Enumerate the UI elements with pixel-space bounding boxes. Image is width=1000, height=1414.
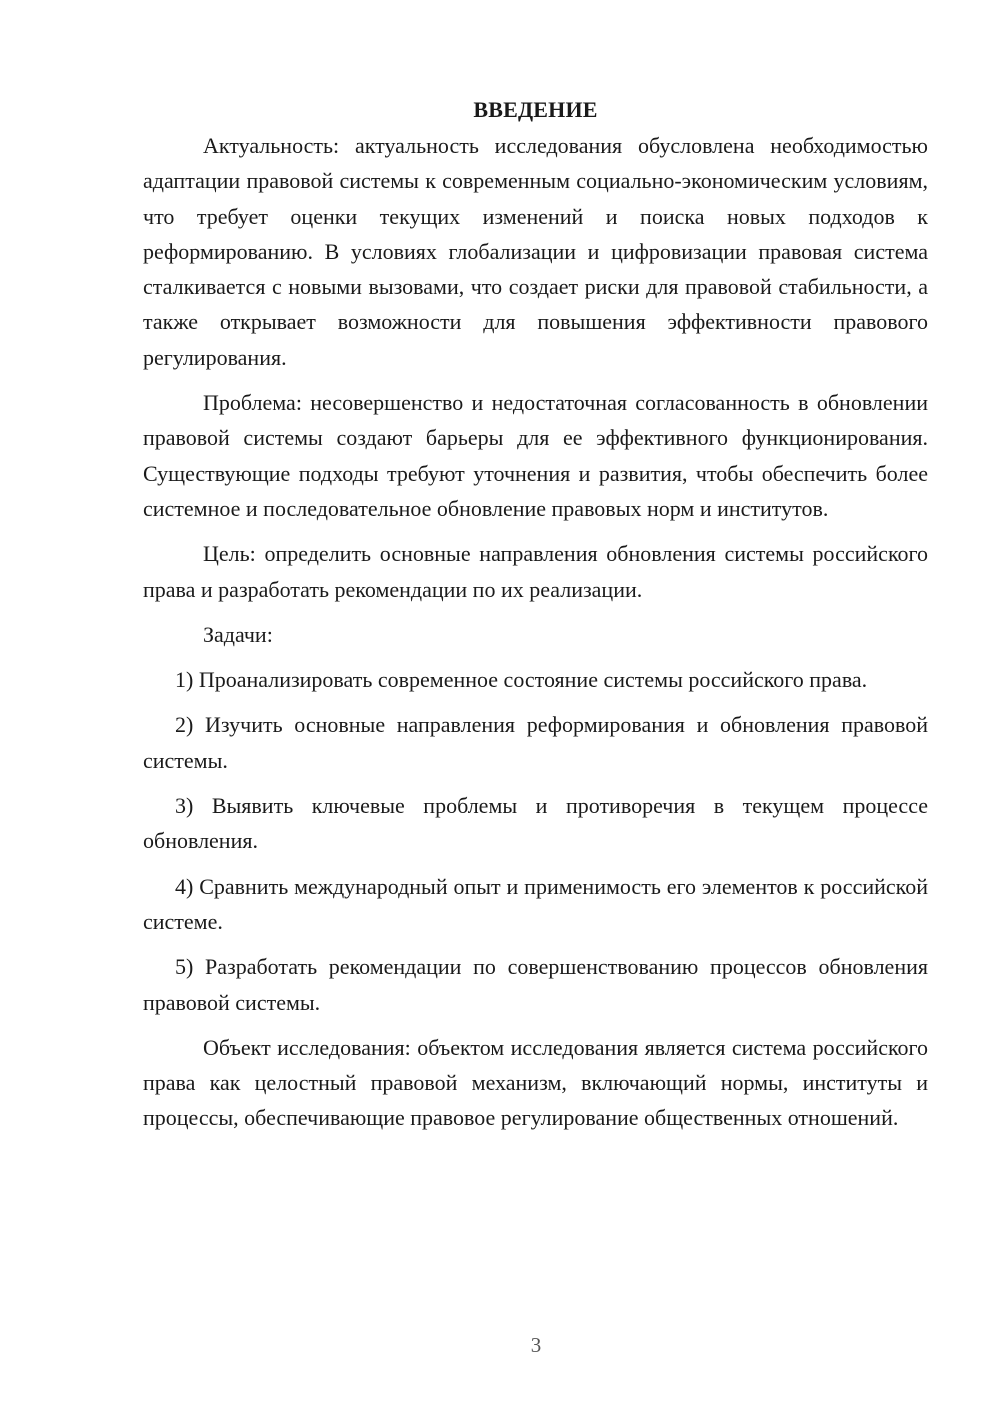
task-item: 2) Изучить основные направления реформирования и обновления правовой системы. bbox=[143, 712, 928, 773]
task-list bbox=[143, 662, 928, 1020]
tasks-label: Задачи: bbox=[203, 621, 273, 647]
relevance-paragraph: Актуальность: актуальность исследования обусловлена необходимостью адаптации правовой системы к современным социально-экономическим условиям, что требует оценки текущих изменений и поиска новых подходов к реформированию. В условиях глобализации и цифровизации правовая система сталкивается с новыми вызовами, что создает риски для правовой стабильности, а также открывает возможности для повышения эффективности правового регулирования. bbox=[143, 133, 928, 370]
page-number: 3 bbox=[530, 1333, 542, 1357]
task-item: 1) Проанализировать современное состояние системы российского права. bbox=[175, 667, 868, 693]
goal-paragraph: Цель: определить основные направления обновления системы российского права и разработать рекомендации по их реализации. bbox=[143, 541, 928, 602]
object-paragraph: Объект исследования: объектом исследования является система российского права как целостный правовой механизм, включающий нормы, институты и процессы, обеспечивающие правовое регулирование общественных отношений. bbox=[143, 1034, 928, 1131]
task-item: 5) Разработать рекомендации по совершенствованию процессов обновления правовой системы. bbox=[143, 954, 928, 1015]
section-title: ВВЕДЕНИЕ bbox=[473, 97, 598, 122]
document-page bbox=[143, 92, 928, 1136]
problem-paragraph: Проблема: несовершенство и недостаточная согласованность в обновлении правовой системы создают барьеры для ее эффективного функционирования. Существующие подходы требуют уточнения и развития, чтобы обеспечить более системное и последовательное обновление правовых норм и институтов. bbox=[143, 390, 928, 521]
task-item: 4) Сравнить международный опыт и применимость его элементов к российской системе. bbox=[143, 873, 928, 934]
task-item: 3) Выявить ключевые проблемы и противоречия в текущем процессе обновления. bbox=[143, 793, 928, 854]
